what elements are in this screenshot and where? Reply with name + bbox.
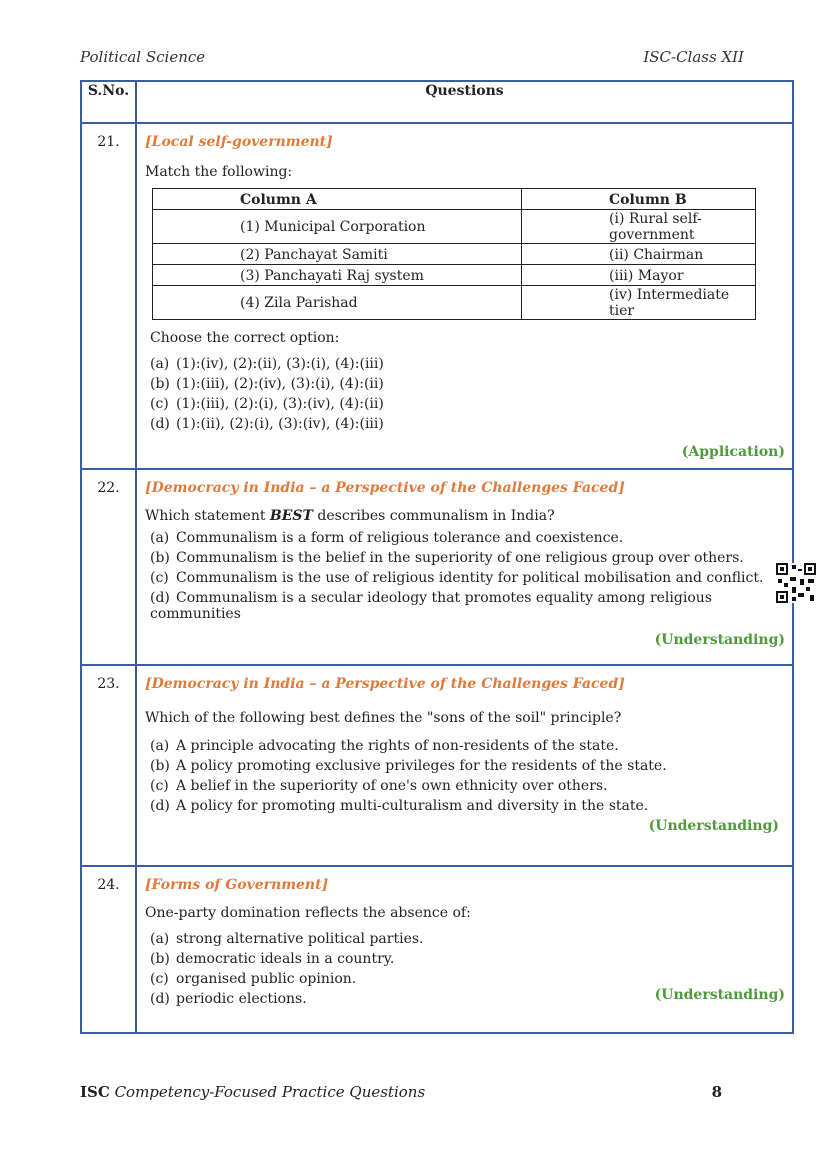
option-d: (d) A policy for promoting multi-culturalism and diversity in the state. (150, 798, 649, 814)
footer-title: ISC Competency-Focused Practice Questions (80, 1083, 426, 1101)
option-d: (d) (1):(ii), (2):(i), (3):(iv), (4):(iii) (150, 416, 384, 432)
competency-level: (Understanding) (654, 987, 785, 1003)
header-class: ISC-Class XII (643, 48, 744, 66)
match-col-a-header: Column A (153, 189, 522, 210)
question-number: 24. (81, 866, 136, 1033)
match-cell: (iii) Mayor (522, 265, 756, 286)
qr-code-icon[interactable] (776, 563, 816, 603)
option-a: (a) Communalism is a form of religious tolerance and coexistence. (150, 530, 624, 546)
question-topic: [Local self-government] (145, 134, 333, 150)
match-cell: (iv) Intermediate tier (522, 286, 756, 320)
question-row-24 (81, 866, 793, 1033)
match-cell: (ii) Chairman (522, 244, 756, 265)
question-number: 21. (81, 123, 136, 469)
question-topic: [Forms of Government] (145, 877, 329, 893)
header-subject: Political Science (80, 48, 206, 66)
option-b: (b) democratic ideals in a country. (150, 951, 395, 967)
competency-level: (Understanding) (648, 818, 779, 834)
question-number: 23. (81, 665, 136, 866)
questions-table (80, 80, 794, 1034)
question-stem: Which of the following best defines the "sons of the soil" principle? (145, 710, 622, 726)
option-a: (a) (1):(iv), (2):(ii), (3):(i), (4):(iii) (150, 356, 384, 372)
question-body (136, 469, 793, 665)
options-list (145, 738, 785, 814)
page-number: 8 (711, 1083, 722, 1101)
option-d: (d) Communalism is a secular ideology that promotes equality among religious communities (150, 590, 712, 622)
option-a: (a) A principle advocating the rights of non-residents of the state. (150, 738, 619, 754)
option-c: (c) Communalism is the use of religious identity for political mobilisation and conflict. (150, 570, 764, 586)
options-list (145, 356, 785, 432)
sno-header: S.No. (81, 81, 136, 123)
options-list (145, 530, 785, 622)
questions-header: Questions (136, 81, 793, 123)
match-cell: (i) Rural self-government (522, 210, 756, 244)
match-col-b-header: Column B (522, 189, 756, 210)
option-c: (c) organised public opinion. (150, 971, 357, 987)
question-topic: [Democracy in India – a Perspective of the Challenges Faced] (145, 676, 625, 692)
question-number: 22. (81, 469, 136, 665)
match-cell: (1) Municipal Corporation (153, 210, 522, 244)
option-b: (b) Communalism is the belief in the superiority of one religious group over others. (150, 550, 744, 566)
question-body (136, 665, 793, 866)
question-stem: Match the following: (145, 164, 293, 180)
competency-level: (Understanding) (654, 632, 785, 648)
question-row-21 (81, 123, 793, 469)
match-cell: (4) Zila Parishad (153, 286, 522, 320)
option-b: (b) A policy promoting exclusive privileges for the residents of the state. (150, 758, 667, 774)
match-table (152, 188, 756, 320)
match-cell: (3) Panchayati Raj system (153, 265, 522, 286)
question-body (136, 866, 793, 1033)
option-a: (a) strong alternative political parties. (150, 931, 424, 947)
option-d: (d) periodic elections. (150, 991, 307, 1007)
question-row-23 (81, 665, 793, 866)
match-cell: (2) Panchayat Samiti (153, 244, 522, 265)
option-c: (c) A belief in the superiority of one's own ethnicity over others. (150, 778, 608, 794)
table-header-row (81, 81, 793, 123)
question-body (136, 123, 793, 469)
question-stem: One-party domination reflects the absence of: (145, 905, 471, 921)
option-c: (c) (1):(iii), (2):(i), (3):(iv), (4):(ii) (150, 396, 384, 412)
choose-instruction: Choose the correct option: (150, 330, 340, 346)
competency-level: (Application) (681, 444, 785, 460)
question-stem: Which statement BEST describes communalism in India? (145, 508, 555, 524)
option-b: (b) (1):(iii), (2):(iv), (3):(i), (4):(ii) (150, 376, 384, 392)
question-row-22 (81, 469, 793, 665)
question-topic: [Democracy in India – a Perspective of the Challenges Faced] (145, 480, 625, 496)
